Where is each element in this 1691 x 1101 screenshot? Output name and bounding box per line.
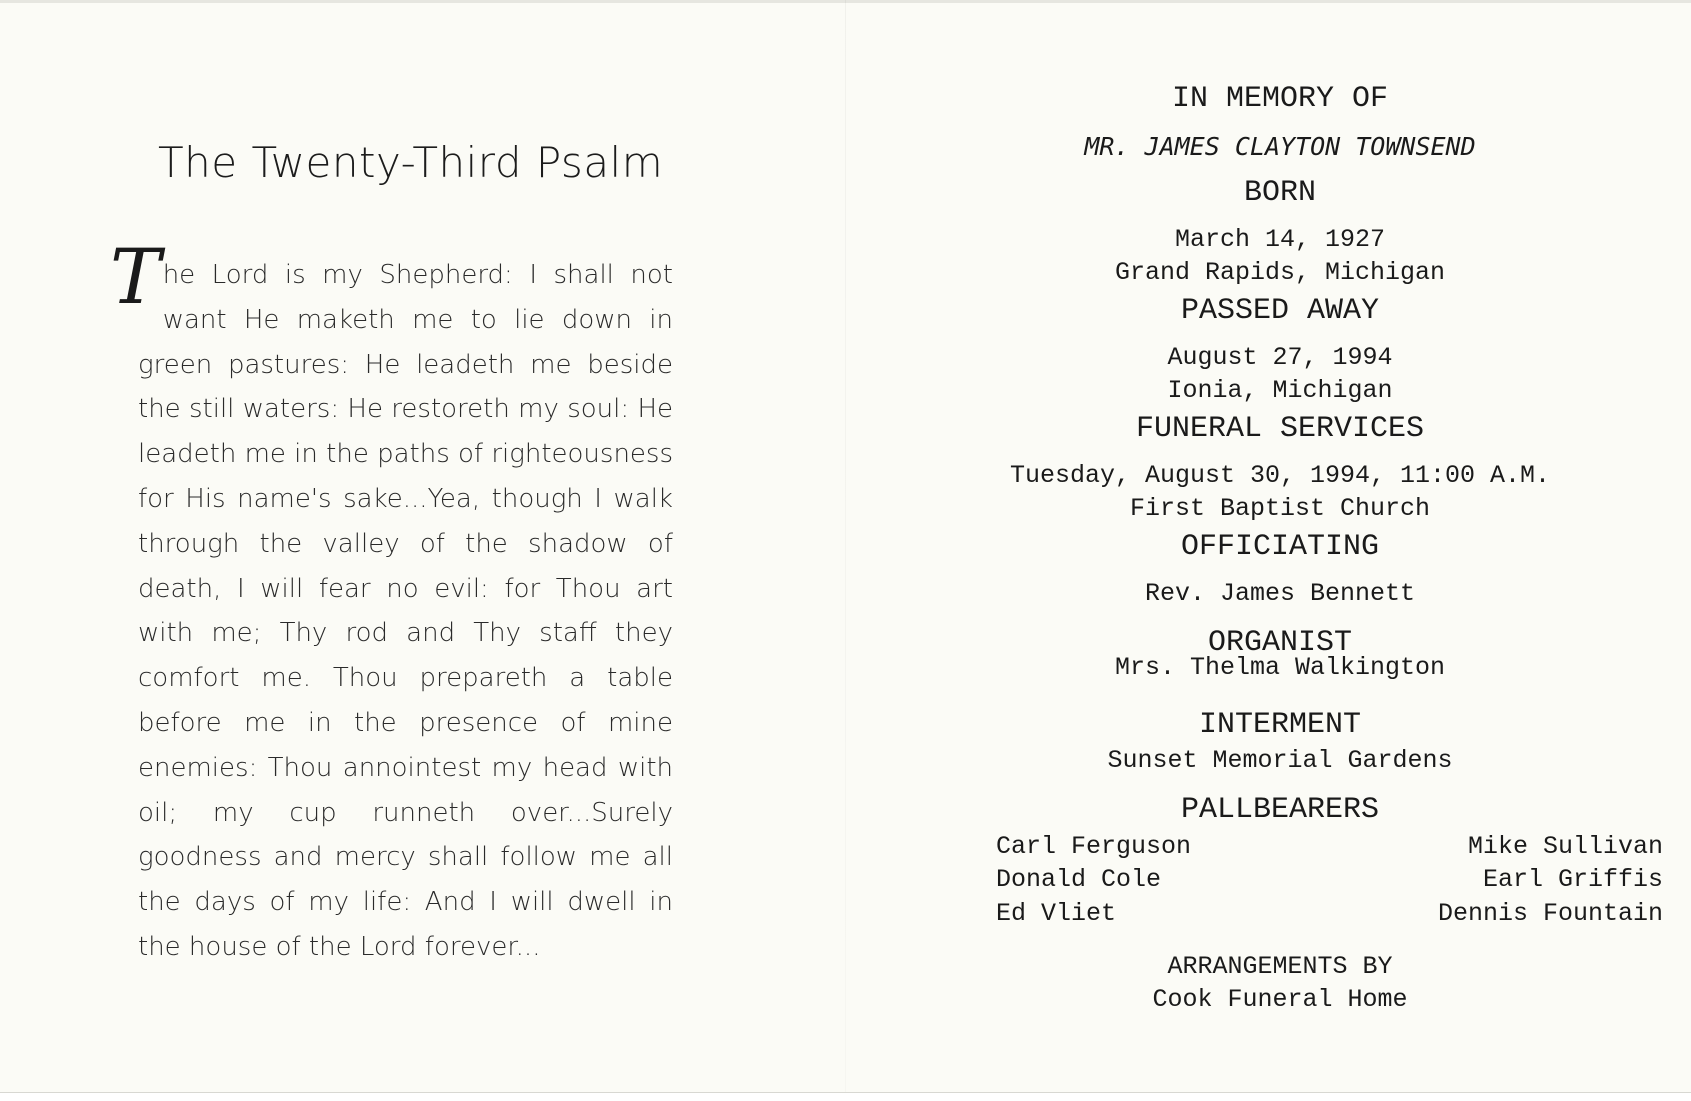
passed-place: Ionia, Michigan xyxy=(1167,376,1393,405)
arrangements-name: Cook Funeral Home xyxy=(1152,985,1408,1014)
card-fold xyxy=(845,0,846,1092)
born-date: March 14, 1927 xyxy=(1174,225,1386,254)
services-place: First Baptist Church xyxy=(1129,494,1431,523)
psalm-drop-cap: T xyxy=(110,232,161,321)
services-datetime: Tuesday, August 30, 1994, 11:00 A.M. xyxy=(1009,461,1551,490)
officiating-label: OFFICIATING xyxy=(1180,530,1380,564)
psalm-text xyxy=(110,232,674,970)
passed-label: PASSED AWAY xyxy=(1180,294,1380,328)
organist-name: Mrs. Thelma Walkington xyxy=(1114,653,1446,682)
services-label: FUNERAL SERVICES xyxy=(1135,412,1425,446)
born-label: BORN xyxy=(1243,176,1316,210)
interment-place: Sunset Memorial Gardens xyxy=(1107,746,1453,775)
arrangements-label: ARRANGEMENTS BY xyxy=(1167,952,1393,981)
officiating-name: Rev. James Bennett xyxy=(1144,579,1416,608)
pallbearer-left-1: Carl Ferguson xyxy=(996,832,1192,861)
pallbearer-left-2: Donald Cole xyxy=(996,865,1162,894)
psalm-page xyxy=(0,0,845,1092)
pallbearers-label: PALLBEARERS xyxy=(1180,793,1380,827)
pallbearer-right-3: Dennis Fountain xyxy=(1437,899,1663,928)
psalm-body-text: he Lord is my Shepherd: I shall not want He maketh me to lie down in green pastures: He leadeth me beside the still waters: He restoreth my soul: He leadeth me in the paths of righteousness for His name's sake...Yea, though I walk through the valley of the shadow of death, I will fear no evil: for Thou art with me; Thy rod and Thy staff they comfort me. Thou prepareth a table before me in the presence of mine enemies: Thou annointest my head with oil; my cup runneth over...Surely goodness and mercy shall follow me all the days of my life: And I will dwell in the house of the Lord forever... xyxy=(138,260,674,962)
passed-date: August 27, 1994 xyxy=(1167,343,1393,372)
memorial-page xyxy=(900,0,1663,1092)
interment-label: INTERMENT xyxy=(1198,708,1362,742)
pallbearer-left-3: Ed Vliet xyxy=(996,899,1117,928)
born-place: Grand Rapids, Michigan xyxy=(1114,258,1446,287)
deceased-name: MR. JAMES CLAYTON TOWNSEND xyxy=(1084,132,1476,161)
psalm-title: The Twenty-Third Psalm xyxy=(158,138,664,187)
pallbearer-right-1: Mike Sullivan xyxy=(1467,832,1663,861)
memorial-heading: IN MEMORY OF xyxy=(1171,82,1389,116)
pallbearer-right-2: Earl Griffis xyxy=(1482,865,1663,894)
organist-label: ORGANIST xyxy=(1207,626,1353,660)
